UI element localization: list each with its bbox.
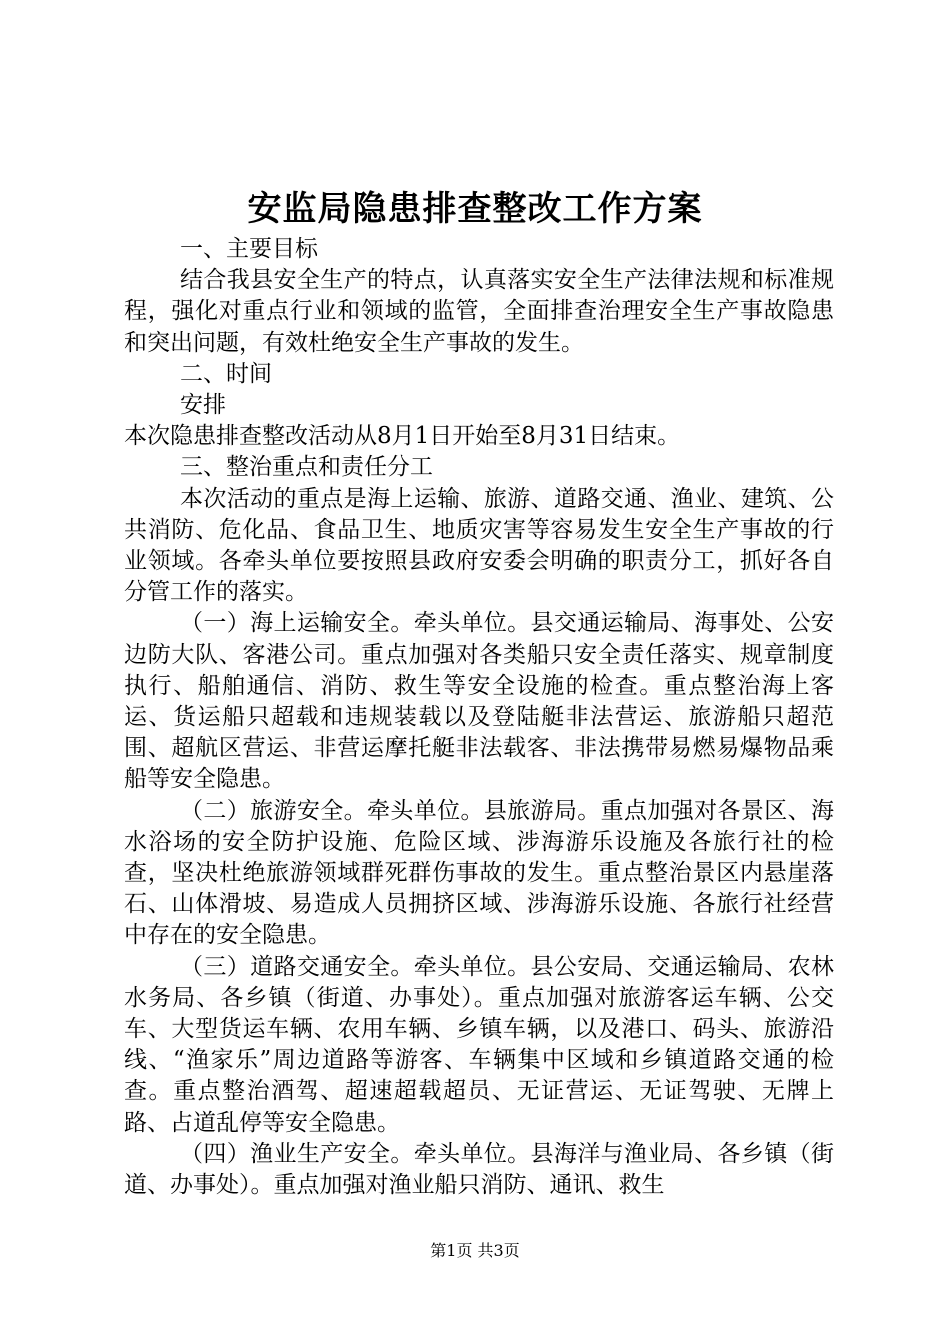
paragraph-schedule: 本次隐患排查整改活动从8月1日开始至8月31日结束。 — [124, 423, 681, 450]
document-title: 安监局隐患排查整改工作方案 — [247, 189, 703, 229]
section-heading-focus: 三、整治重点和责任分工 — [180, 454, 433, 481]
paragraph-road-safety: （三）道路交通安全。牵头单位。县公安局、交通运输局、农林水务局、各乡镇（街道、办事处）。重点加强对旅游客运车辆、公交车、大型货运车辆、农用车辆、乡镇车辆，以及港口、码头、旅游沿线、“渔家乐”周边道路等游客、车辆集中区域和乡镇道路交通的检查。重点整治酒驾、超速超载超员、无证营运、无证驾驶、无牌上路、占道乱停等安全隐患。 — [124, 953, 834, 1136]
paragraph-focus-overview: 本次活动的重点是海上运输、旅游、道路交通、渔业、建筑、公共消防、危化品、食品卫生、地质灾害等容易发生安全生产事故的行业领域。各牵头单位要按照县政府安委会明确的职责分工，抓好各自分管工作的落实。 — [124, 485, 834, 606]
paragraph-tourism-safety: （二）旅游安全。牵头单位。县旅游局。重点加强对各景区、海水浴场的安全防护设施、危险区域、涉海游乐设施及各旅行社的检查，坚决杜绝旅游领域群死群伤事故的发生。重点整治景区内悬崖落石、山体滑坡、易造成人员拥挤区域、涉海游乐设施、各旅行社经营中存在的安全隐患。 — [124, 797, 834, 949]
section-heading-arrangement: 安排 — [180, 392, 226, 419]
paragraph-fishery-safety: （四）渔业生产安全。牵头单位。县海洋与渔业局、各乡镇（街道、办事处）。重点加强对渔业船只消防、通讯、救生 — [124, 1140, 834, 1199]
section-heading-time: 二、时间 — [180, 360, 272, 387]
section-heading-goals: 一、主要目标 — [180, 236, 318, 262]
page-footer: 第1页 共3页 — [430, 1241, 520, 1260]
document-body — [124, 234, 834, 1201]
paragraph-goals: 结合我县安全生产的特点，认真落实安全生产法律法规和标准规程，强化对重点行业和领域的监管，全面排查治理安全生产事故隐患和突出问题，有效杜绝安全生产事故的发生。 — [124, 267, 834, 356]
paragraph-maritime-safety: （一）海上运输安全。牵头单位。县交通运输局、海事处、公安边防大队、客港公司。重点加强对各类船只安全责任落实、规章制度执行、船舶通信、消防、救生等安全设施的检查。重点整治海上客运、货运船只超载和违规装载以及登陆艇非法营运、旅游船只超范围、超航区营运、非营运摩托艇非法载客、非法携带易燃易爆物品乘船等安全隐患。 — [124, 610, 834, 793]
